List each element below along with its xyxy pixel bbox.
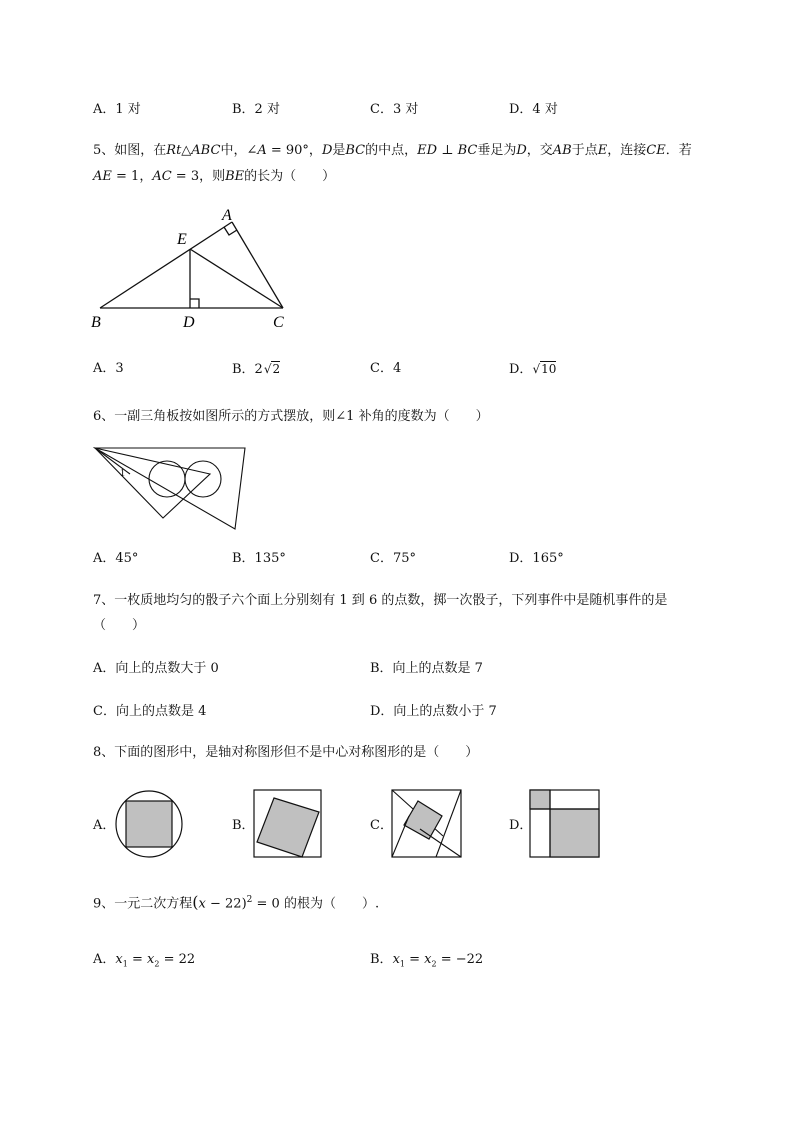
sqrt-icon: √ [532, 362, 541, 376]
q8-label-b: B． [232, 818, 255, 833]
q5-option-c: C．4 [370, 361, 402, 376]
q7-stem-line2: （ ） [93, 618, 146, 633]
q8-label-d: D． [509, 818, 533, 833]
q9-option-b: B．$x_1 = x_2 = -22$ [370, 952, 484, 969]
q5-label-b: B [91, 314, 101, 331]
q8-label-c: C． [370, 818, 393, 833]
q6-angle-label: 1 [120, 468, 125, 479]
q5-triangle-figure [85, 200, 315, 330]
q7-stem-line1: 7、一枚质地均匀的骰子六个面上分别刻有 1 到 6 的点数，掷一次骰子，下列事件中是随机事件的是 [93, 593, 668, 608]
q6-option-d: D．165° [509, 551, 564, 566]
q8-label-a: A． [93, 818, 116, 833]
q5-label-c: C [273, 314, 284, 331]
q6-set-squares-figure [90, 444, 250, 534]
q4-option-d: D．4 对 [509, 102, 558, 117]
q4-option-c: C．3 对 [370, 102, 419, 117]
q5-option-b: B．2√2 [232, 362, 281, 377]
q5-stem-line1: 5、如图，在Rt△ABC中，∠A = 90°，D是BC的中点，ED ⊥ BC垂足为D，交AB于点E，连接CE．若 [93, 143, 692, 158]
q9-stem: 9、一元二次方程$(x - 22)^2 = 0$ 的根为（ ）. [93, 892, 380, 912]
q5-label-d: D [183, 314, 195, 331]
q4-option-b: B．2 对 [232, 102, 280, 117]
q8-figure-c [391, 789, 463, 859]
sqrt-icon: √ [263, 362, 272, 376]
q8-figure-b [253, 789, 323, 859]
q6-option-c: C．75° [370, 551, 416, 566]
q5-label-e: E [177, 231, 187, 248]
q5-option-a: A．3 [93, 361, 124, 376]
q6-option-a: A．45° [93, 551, 139, 566]
q8-stem: 8、下面的图形中，是轴对称图形但不是中心对称图形的是（ ） [93, 745, 479, 760]
q5-label-a: A [222, 207, 232, 224]
q7-option-a: A．向上的点数大于 0 [93, 661, 219, 676]
q6-stem: 6、一副三角板按如图所示的方式摆放，则∠1 补角的度数为（ ） [93, 409, 489, 424]
q9-option-a: A．$x_1 = x_2 = 22$ [93, 952, 196, 969]
q5-option-d: D．√10 [509, 362, 557, 377]
q5-stem-line2: AE = 1，AC = 3，则BE的长为（ ） [93, 169, 336, 184]
q4-option-a: A．1 对 [93, 102, 141, 117]
q6-option-b: B．135° [232, 551, 286, 566]
q8-figure-a [114, 789, 184, 859]
q7-option-c: C．向上的点数是 4 [93, 704, 207, 719]
q8-figure-d [529, 789, 601, 859]
q7-option-d: D．向上的点数小于 7 [370, 704, 497, 719]
q7-option-b: B．向上的点数是 7 [370, 661, 483, 676]
